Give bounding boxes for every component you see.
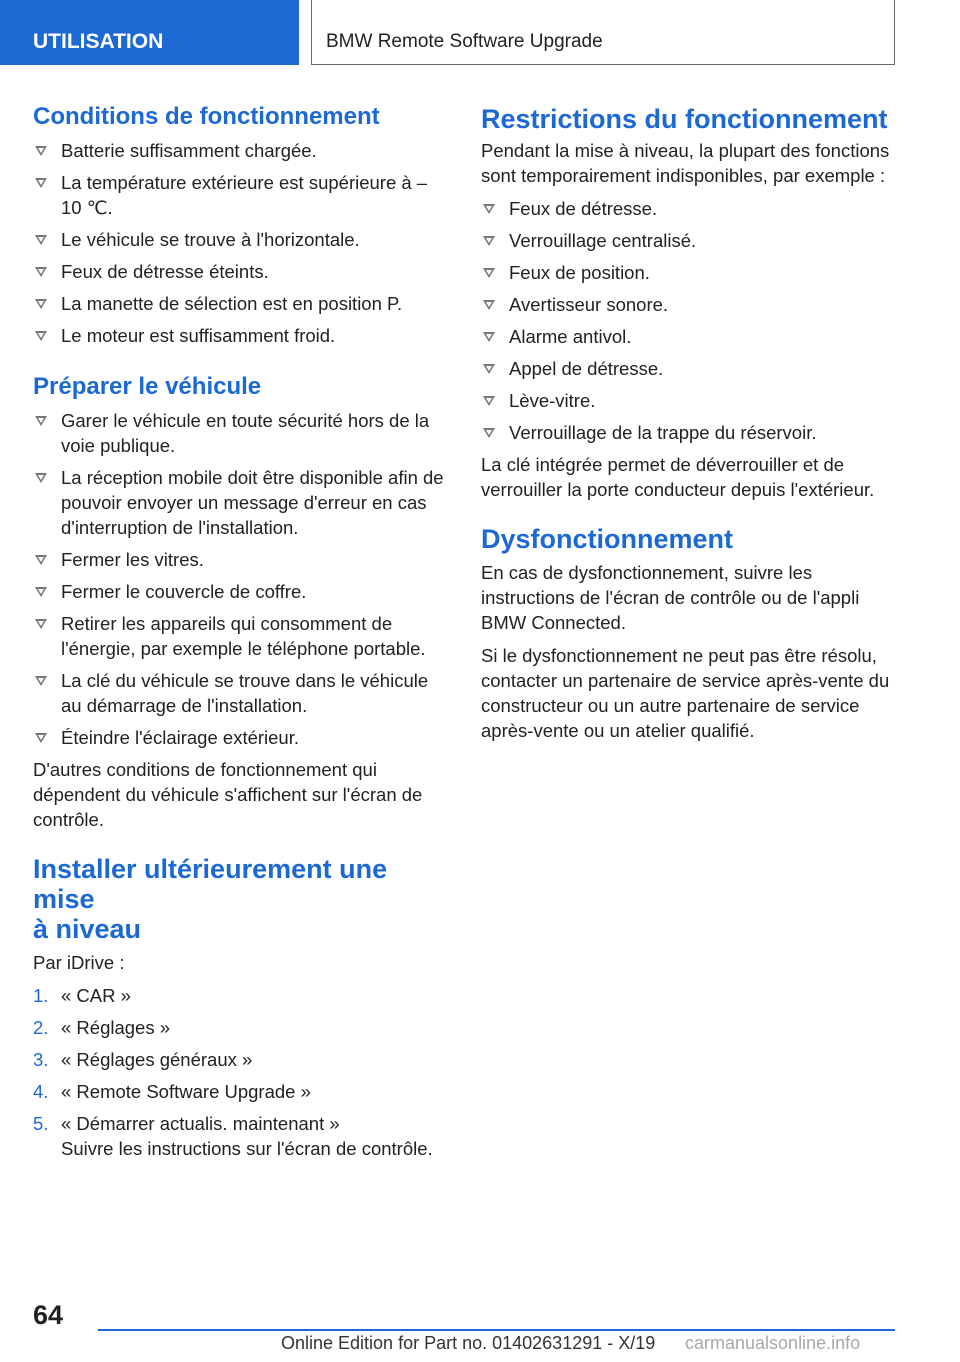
- footer-watermark: carmanualsonline.info: [685, 1333, 861, 1353]
- header-title-box: [311, 0, 895, 65]
- triangle-bullet-icon: [483, 236, 495, 246]
- triangle-bullet-icon: [35, 619, 47, 629]
- header-title: BMW Remote Software Upgrade: [326, 31, 603, 52]
- step-number: 2.: [33, 1017, 49, 1038]
- malfunction-heading: Dysfonctionnement: [481, 524, 734, 554]
- install-followup: Suivre les instructions sur l'écran de contrôle.: [61, 1138, 433, 1159]
- malfunction-para-1: En cas de dysfonctionnement, suivre les instructions de l'écran de contrôle ou de l'appli BMW Connected.: [481, 562, 860, 633]
- conditions-heading: Conditions de fonctionnement: [33, 103, 380, 130]
- list-item: Alarme antivol.: [481, 324, 901, 349]
- triangle-bullet-icon: [483, 204, 495, 214]
- list-item: La manette de sélection est en position P.: [33, 291, 447, 316]
- triangle-bullet-icon: [35, 587, 47, 597]
- step-number: 1.: [33, 985, 49, 1006]
- list-item: 4. « Remote Software Upgrade »: [33, 1081, 311, 1102]
- list-item: Verrouillage centralisé.: [481, 228, 901, 253]
- conditions-list: [33, 138, 447, 348]
- triangle-bullet-icon: [35, 733, 47, 743]
- list-item: 2. « Réglages »: [33, 1017, 171, 1038]
- prepare-heading: Préparer le véhicule: [33, 373, 262, 400]
- triangle-bullet-icon: [483, 428, 495, 438]
- restrictions-list: [481, 196, 901, 445]
- list-item: La clé du véhicule se trouve dans le véhicule au démarrage de l'installation.: [33, 668, 447, 718]
- list-item: Verrouillage de la trappe du réservoir.: [481, 420, 901, 445]
- list-item: Retirer les appareils qui consomment de l'énergie, par exemple le téléphone portable.: [33, 611, 447, 661]
- triangle-bullet-icon: [483, 268, 495, 278]
- left-column: [33, 100, 447, 1161]
- list-item: Garer le véhicule en toute sécurité hors de la voie publique.: [33, 408, 447, 458]
- triangle-bullet-icon: [483, 396, 495, 406]
- list-item: Fermer le couvercle de coffre.: [33, 579, 447, 604]
- list-item: Appel de détresse.: [481, 356, 901, 381]
- list-item: Fermer les vitres.: [33, 547, 447, 572]
- list-item: La température extérieure est supérieure à –10 ℃.: [33, 170, 447, 220]
- triangle-bullet-icon: [35, 416, 47, 426]
- list-item: Batterie suffisamment chargée.: [33, 138, 447, 163]
- install-heading: Installer ultérieurement une mise à niveau: [33, 854, 388, 944]
- install-intro: Par iDrive :: [33, 952, 125, 973]
- triangle-bullet-icon: [35, 473, 47, 483]
- list-item: Feux de détresse éteints.: [33, 259, 447, 284]
- right-column: [481, 100, 901, 751]
- list-item: 3. « Réglages généraux »: [33, 1049, 253, 1070]
- list-item: Lève-vitre.: [481, 388, 901, 413]
- triangle-bullet-icon: [483, 364, 495, 374]
- list-item: 5. « Démarrer actualis. maintenant »: [33, 1113, 340, 1134]
- malfunction-para-2: Si le dysfonctionnement ne peut pas être résolu, contacter un partenaire de service après-vente du constructeur ou un autre partenaire de service après-vente ou un atelier qualifié.: [481, 645, 890, 741]
- triangle-bullet-icon: [35, 676, 47, 686]
- step-number: 3.: [33, 1049, 49, 1070]
- step-number: 4.: [33, 1081, 49, 1102]
- triangle-bullet-icon: [35, 299, 47, 309]
- triangle-bullet-icon: [35, 331, 47, 341]
- triangle-bullet-icon: [35, 178, 47, 188]
- list-item: Avertisseur sonore.: [481, 292, 901, 317]
- list-item: 1. « CAR »: [33, 985, 131, 1006]
- list-item: Le moteur est suffisamment froid.: [33, 323, 447, 348]
- step-number: 5.: [33, 1113, 49, 1134]
- prepare-list: [33, 408, 447, 750]
- triangle-bullet-icon: [35, 555, 47, 565]
- list-item: Éteindre l'éclairage extérieur.: [33, 725, 447, 750]
- list-item: Feux de détresse.: [481, 196, 901, 221]
- header-section-label: UTILISATION: [33, 30, 164, 53]
- footer-edition: Online Edition for Part no. 01402631291 - X/19: [281, 1333, 656, 1353]
- triangle-bullet-icon: [35, 267, 47, 277]
- page-number: 64: [33, 1300, 64, 1330]
- triangle-bullet-icon: [35, 146, 47, 156]
- restrictions-intro: Pendant la mise à niveau, la plupart des fonctions sont temporairement indisponibles, par exemple :: [481, 140, 890, 186]
- footer-divider: [98, 1329, 895, 1331]
- list-item: Feux de position.: [481, 260, 901, 285]
- triangle-bullet-icon: [483, 300, 495, 310]
- header-section-tab: [0, 0, 299, 65]
- restrictions-heading: Restrictions du fonctionnement: [481, 104, 888, 134]
- triangle-bullet-icon: [35, 235, 47, 245]
- triangle-bullet-icon: [483, 332, 495, 342]
- list-item: La réception mobile doit être disponible afin de pouvoir envoyer un message d'erreur en cas d'interruption de l'installation.: [33, 465, 447, 540]
- restrictions-note: La clé intégrée permet de déverrouiller et de verrouiller la porte conducteur depuis l'extérieur.: [481, 454, 875, 500]
- install-steps: [33, 983, 447, 1136]
- prepare-note: D'autres conditions de fonctionnement qui dépendent du véhicule s'affichent sur l'écran de contrôle.: [33, 759, 423, 830]
- list-item: Le véhicule se trouve à l'horizontale.: [33, 227, 447, 252]
